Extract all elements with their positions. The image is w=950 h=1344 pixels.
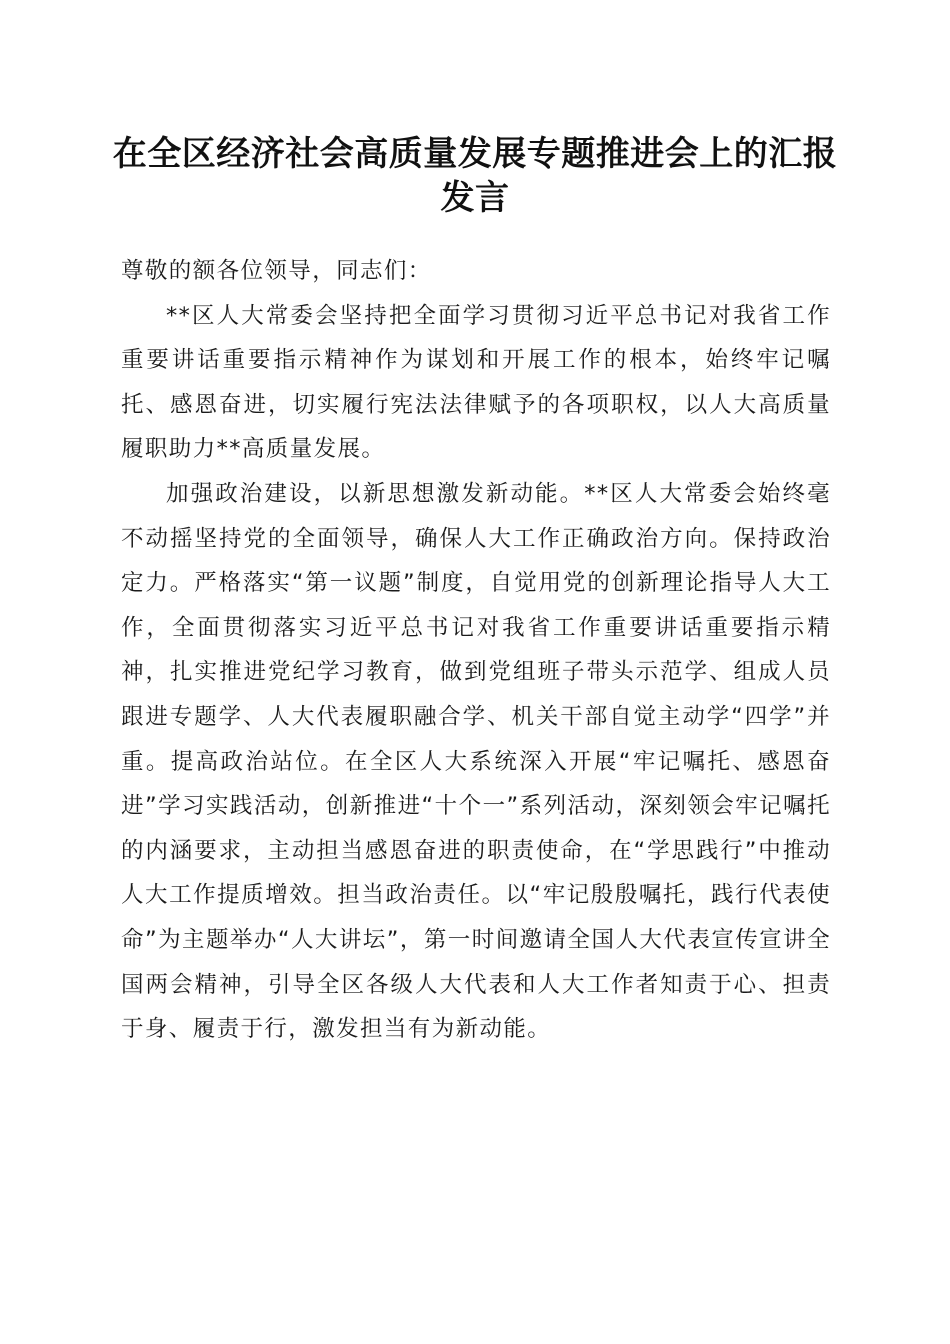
salutation: 尊敬的额各位领导，同志们： xyxy=(121,258,432,284)
paragraph-intro: **区人大常委会坚持把全面学习贯彻习近平总书记对我省工作重要讲话重要指示精神作为谋划和开展工作的根本，始终牢记嘱托、感恩奋进，切实履行宪法法律赋予的各项职权，以人大高质量履职助力**高质量发展。 xyxy=(121,302,831,463)
document-title: 在全区经济社会高质量发展专题推进会上的汇报发言 xyxy=(112,134,838,218)
paragraph-political-construction: 加强政治建设，以新思想激发新动能。**区人大常委会始终毫不动摇坚持党的全面领导，确保人大工作正确政治方向。保持政治定力。严格落实“第一议题”制度，自觉用党的创新理论指导人大工作，全面贯彻落实习近平总书记对我省工作重要讲话重要指示精神，扎实推进党纪学习教育，做到党组班子带头示范学、组成人员跟进专题学、人大代表履职融合学、机关干部自觉主动学“四学”并重。提高政治站位。在全区人大系统深入开展“牢记嘱托、感恩奋进”学习实践活动，创新推进“十个一”系列活动，深刻领会牢记嘱托的内涵要求，主动担当感恩奋进的职责使命，在“学思践行”中推动人大工作提质增效。担当政治责任。以“牢记殷殷嘱托，践行代表使命”为主题举办“人大讲坛”，第一时间邀请全国人大代表宣传宣讲全国两会精神，引导全区各级人大代表和人大工作者知责于心、担责于身、履责于行，激发担当有为新动能。 xyxy=(121,480,831,1043)
document-body xyxy=(121,249,831,1052)
